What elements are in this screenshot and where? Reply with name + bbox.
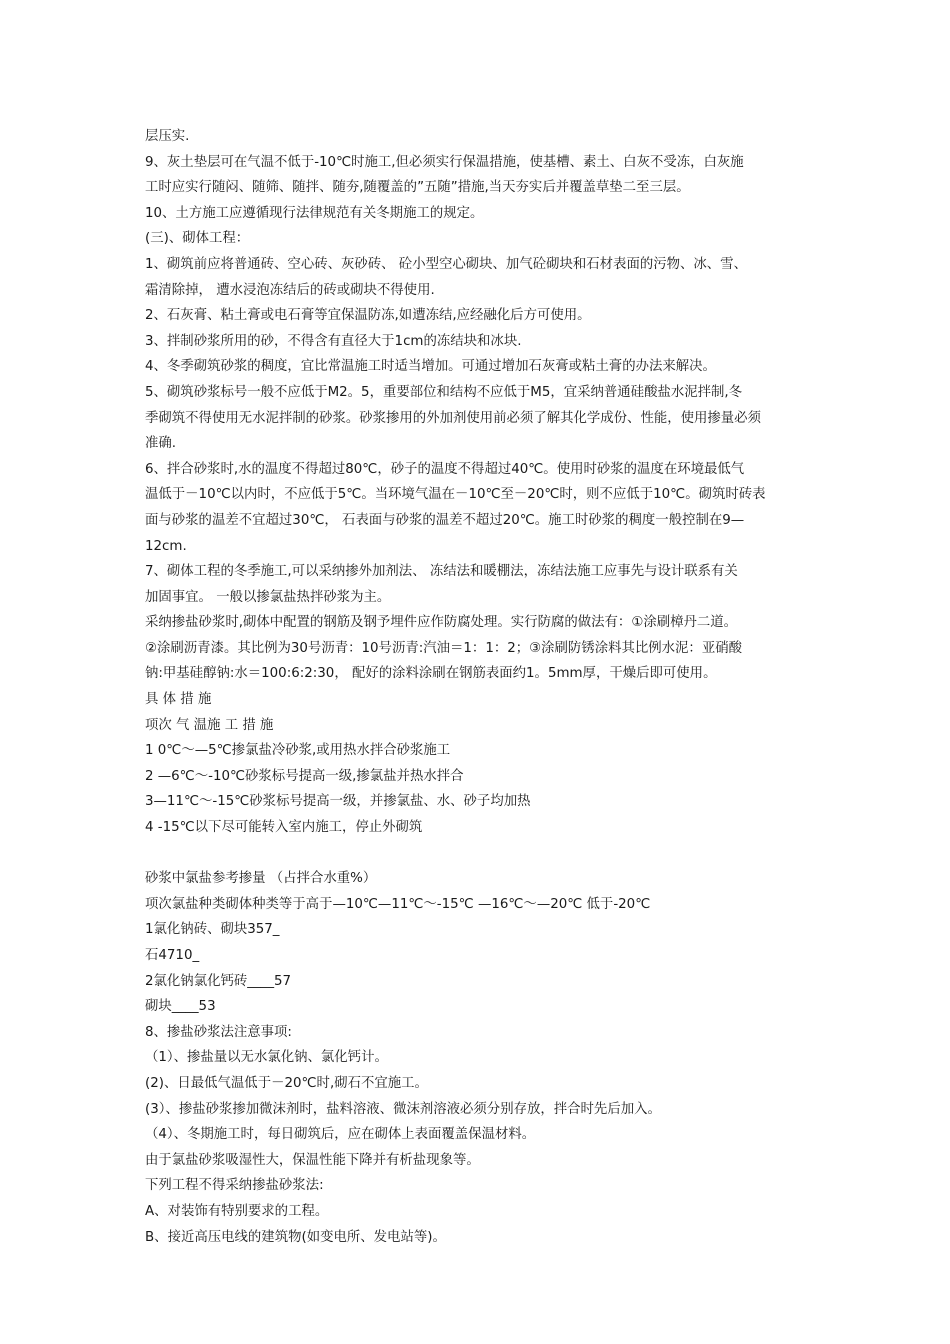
text-line: 季砌筑不得使用无水泥拌制的砂浆。砂浆掺用的外加剂使用前必须了解其化学成份、性能，使用掺量必须 [145, 410, 761, 426]
measures-table-row: 2 —6℃～-10℃砂浆标号提高一级,掺氯盐并热水拌合 [145, 768, 464, 784]
text-line: 3、拌制砂浆所用的砂，不得含有直径大于1cm的冻结块和冰块. [145, 333, 522, 349]
dosage-table-title: 砂浆中氯盐参考掺量 （占拌合水重%） [145, 871, 377, 887]
text-line: （4）、冬期施工时，每日砌筑后，应在砌体上表面覆盖保温材料。 [145, 1127, 536, 1143]
dosage-table-header: 项次氯盐种类砌体种类等于高于—10℃—11℃～-15℃ —16℃～—20℃ 低于-20℃ [145, 896, 651, 912]
dosage-table-row: 2氯化钠氯化钙砖____57 [145, 973, 292, 989]
text-line: 8、掺盐砂浆法注意事项: [145, 1024, 292, 1040]
text-line: (3）、掺盐砂浆掺加微沫剂时，盐料溶液、微沫剂溶液必须分别存放，拌合时先后加入。 [145, 1101, 661, 1117]
dosage-table-row: 砌块____53 [145, 999, 216, 1015]
text-line: ②涂刷沥青漆。其比例为30号沥青：10号沥青:汽油＝1：1：2；③涂刷防锈涂料其比例水泥：亚硝酸 [145, 640, 742, 656]
text-line: 7、砌体工程的冬季施工,可以采纳掺外加剂法、 冻结法和暖棚法，冻结法施工应事先与设计联系有关 [145, 564, 738, 580]
blank-line [145, 841, 835, 867]
text-line: 1、砌筑前应将普通砖、空心砖、灰砂砖、 砼小型空心砌块、加气砼砌块和石材表面的污物、冰、雪、 [145, 256, 747, 272]
measures-table-row: 3—11℃～-15℃砂浆标号提高一级，并掺氯盐、水、砂子均加热 [145, 794, 531, 810]
text-line: 霜清除掉， 遭水浸泡冻结后的砖或砌块不得使用. [145, 282, 435, 298]
measures-table-header: 项次 气 温施 工 措 施 [145, 717, 274, 733]
text-line: 工时应实行随闷、随筛、随拌、随夯,随覆盖的”五随”措施,当天夯实后并覆盖草垫二至三层。 [145, 180, 690, 196]
text-line: 加固事宜。 一般以掺氯盐热拌砂浆为主。 [145, 589, 391, 605]
text-line: 10、土方施工应遵循现行法律规范有关冬期施工的规定。 [145, 205, 484, 221]
document-body [145, 124, 835, 1250]
section-heading: (三)、砌体工程： [145, 231, 250, 247]
text-line: 5、砌筑砂浆标号一般不应低于M2。5，重要部位和结构不应低于M5，宜采纳普通硅酸盐水泥拌制,冬 [145, 384, 743, 400]
measures-heading: 具 体 措 施 [145, 692, 212, 708]
text-line: 采纳掺盐砂浆时,砌体中配置的钢筋及钢予埋件应作防腐处理。实行防腐的做法有：①涂刷樟丹二道。 [145, 615, 738, 631]
text-line: 由于氯盐砂浆吸湿性大，保温性能下降并有析盐现象等。 [145, 1152, 480, 1168]
text-line: A、对装饰有特别要求的工程。 [145, 1203, 329, 1219]
dosage-table-row: 1氯化钠砖、砌块357_ [145, 922, 280, 938]
text-line: 钠:甲基硅醇钠:水＝100:6:2:30， 配好的涂料涂刷在钢筋表面约1。5mm厚，干燥后即可使用。 [145, 666, 717, 682]
text-line: (2)、日最低气温低于－20℃时,砌石不宜施工。 [145, 1075, 428, 1091]
text-line: （1）、掺盐量以无水氯化钠、氯化钙计。 [145, 1050, 388, 1066]
text-line: 准确. [145, 436, 177, 452]
text-line: 温低于－10℃以内时，不应低于5℃。当环境气温在－10℃至－20℃时，则不应低于10℃。砌筑时砖表 [145, 487, 766, 503]
measures-table-row: 1 0℃～—5℃掺氯盐冷砂浆,或用热水拌合砂浆施工 [145, 743, 451, 759]
text-line: B、接近高压电线的建筑物(如变电所、发电站等)。 [145, 1229, 446, 1245]
text-line: 层压实. [145, 129, 190, 144]
text-line: 9、灰土垫层可在气温不低于-10℃时施工,但必须实行保温措施，使基槽、素土、白灰不受冻，白灰施 [145, 154, 744, 170]
dosage-table-row: 石4710_ [145, 948, 200, 963]
text-line: 面与砂浆的温差不宜超过30℃， 石表面与砂浆的温差不超过20℃。施工时砂浆的稠度一般控制在9— [145, 512, 745, 528]
measures-table-row: 4 -15℃以下尽可能转入室内施工，停止外砌筑 [145, 820, 423, 836]
text-line: 12cm. [145, 538, 187, 554]
text-line: 下列工程不得采纳掺盐砂浆法: [145, 1178, 324, 1194]
text-line: 4、冬季砌筑砂浆的稠度，宜比常温施工时适当增加。可通过增加石灰膏或粘土膏的办法来解决。 [145, 359, 716, 375]
text-line: 2、石灰膏、粘土膏或电石膏等宜保温防冻,如遭冻结,应经融化后方可使用。 [145, 308, 591, 324]
text-line: 6、拌合砂浆时,水的温度不得超过80℃，砂子的温度不得超过40℃。使用时砂浆的温度在环境最低气 [145, 461, 745, 477]
